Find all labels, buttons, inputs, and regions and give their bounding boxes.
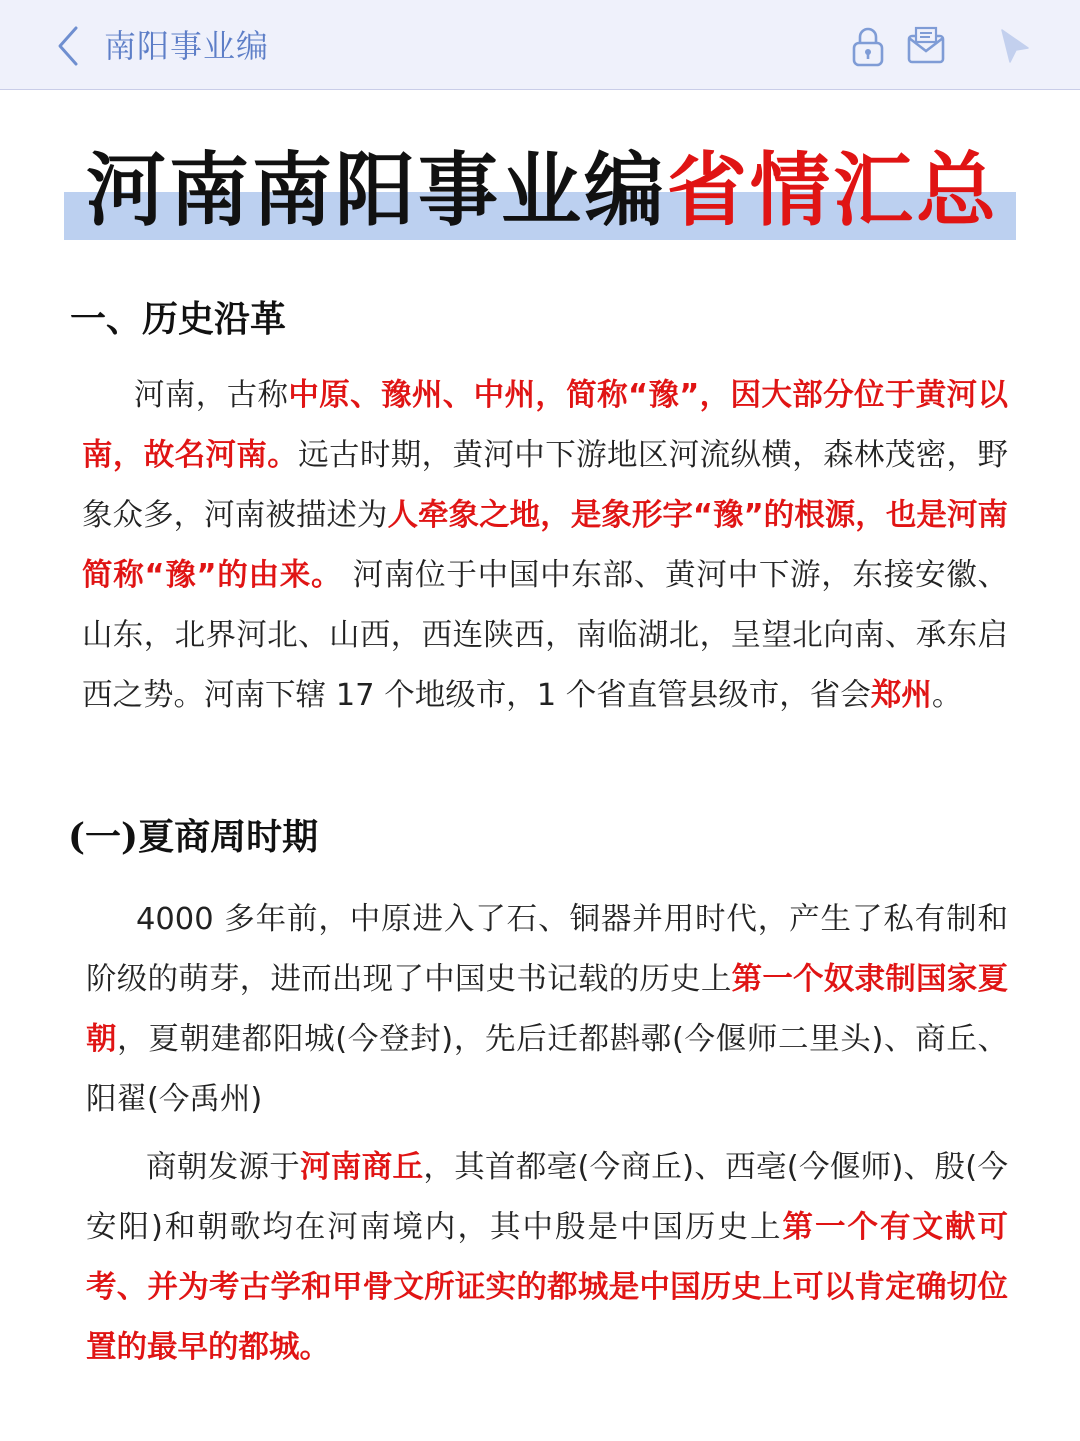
lock-button[interactable] [846,24,890,68]
title-text [86,140,999,240]
highlight-run: 人牵象之地，是象形字“豫”的根源，也是河南简称“豫”的由来。 [82,498,1008,593]
main-title [64,140,1016,242]
highlight-run: 河南商丘 [300,1150,424,1185]
paragraph-history-overview [82,366,1008,726]
text-run: 4000 多年前，中原进入了石、铜器并用时代，产生了私有制和阶级的萌芽，进而出现了中国史书记载的历史上 [86,902,1008,997]
highlight-run: 第一个有文献可考、并为考古学和甲骨文所证实的都城是中国历史上可以肯定确切位置的最早的都城。 [86,1210,1009,1365]
title-red-part: 省情汇总 [667,143,999,237]
topbar-title: 南阳事业编 [104,27,270,65]
section-heading-history: 一、历史沿革 [70,298,287,340]
send-button[interactable] [994,24,1038,68]
section-heading-xia-shang-zhou: (一)夏商周时期 [68,816,319,858]
text-run: 商朝发源于 [146,1150,301,1185]
highlight-run: 第一个奴隶制国家夏朝 [86,962,1009,1057]
top-navigation-bar [0,0,1080,90]
mail-button[interactable] [904,24,948,68]
paragraph-xia-dynasty [86,890,1008,1130]
paragraph-shang-dynasty [86,1138,1008,1378]
lock-icon [846,24,890,68]
chevron-left-icon [48,22,88,70]
highlight-run: 郑州 [870,678,932,713]
text-run: 河南位于中国中东部、黄河中下游，东接安徽、山东，北界河北、山西，西连陕西，南临湖北，呈望北向南、承东启西之势。河南下辖 17 个地级市，1 个省直管县级市，省会 [82,558,1009,713]
mail-icon [904,24,948,68]
title-black-part: 河南南阳事业编 [86,143,667,237]
text-run: 。 [931,678,963,713]
text-run: 远古时期，黄河中下游地区河流纵横，森林茂密，野象众多，河南被描述为 [82,438,1008,533]
text-run: ，其首都亳(今商丘)、西亳(今偃师)、殷(今安阳)和朝歌均在河南境内，其中殷是中国历史上 [86,1150,1009,1245]
text-run: 河南，古称 [134,378,289,413]
send-icon [994,24,1038,68]
text-run: ，夏朝建都阳城(今登封)，先后迁都斟鄩(今偃师二里头)、商丘、阳翟(今禹州) [86,1022,1008,1117]
highlight-run: 中原、豫州、中州，简称“豫”，因大部分位于黄河以南，故名河南。 [82,378,1008,473]
back-button[interactable] [48,22,88,70]
